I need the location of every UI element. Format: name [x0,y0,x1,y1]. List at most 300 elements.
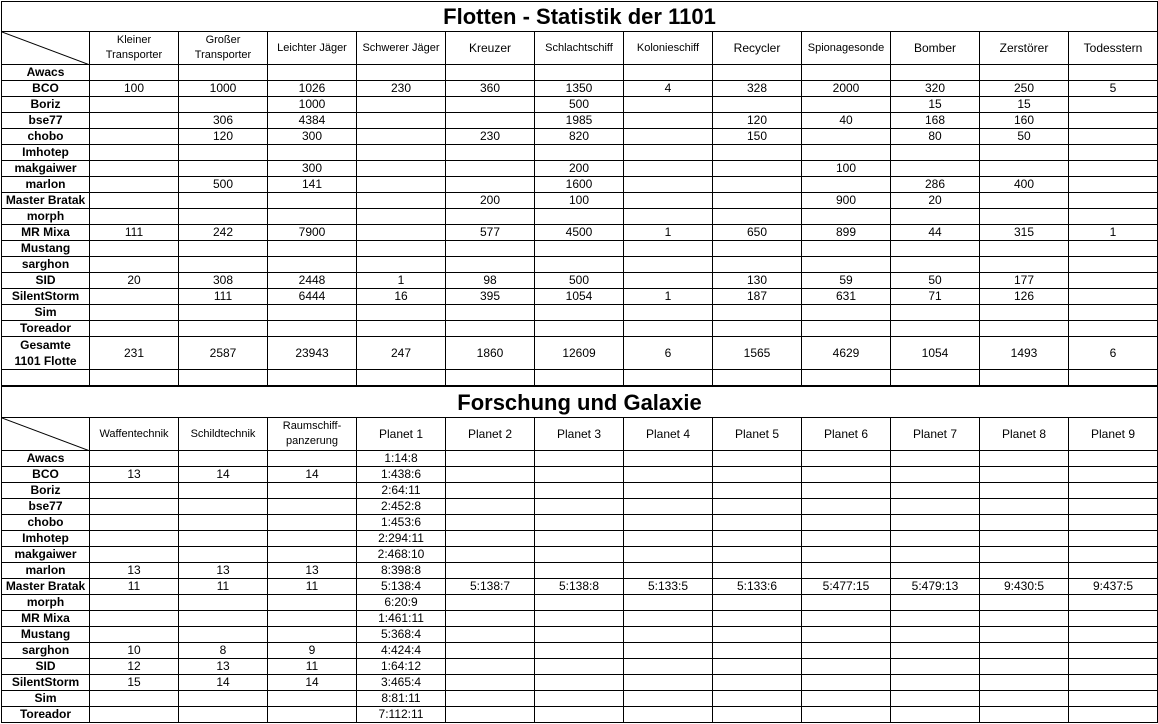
empty-cell [357,370,446,386]
value-cell [891,691,980,707]
value-cell [1069,659,1158,675]
value-cell [891,611,980,627]
value-cell [179,627,268,643]
value-cell [90,321,179,337]
totals-row [2,337,1158,370]
value-cell [891,145,980,161]
value-cell [891,305,980,321]
value-cell: 1350 [535,81,624,97]
value-cell [980,161,1069,177]
value-cell [357,161,446,177]
value-cell [624,273,713,289]
table-row [2,113,1158,129]
value-cell: 500 [535,97,624,113]
value-cell: 1:461:11 [357,611,446,627]
table-row [2,691,1158,707]
value-cell: 3:465:4 [357,675,446,691]
player-name-cell: SID [2,273,90,289]
player-name-cell: Master Bratak [2,193,90,209]
player-name-cell: marlon [2,563,90,579]
value-cell [802,499,891,515]
value-cell: 328 [713,81,802,97]
value-cell [802,515,891,531]
value-cell [891,499,980,515]
column-header: Kreuzer [446,32,535,65]
table-row [2,531,1158,547]
value-cell [535,241,624,257]
table-row [2,161,1158,177]
value-cell: 900 [802,193,891,209]
value-cell [90,257,179,273]
empty-cell [179,370,268,386]
value-cell [268,595,357,611]
value-cell [357,257,446,273]
value-cell [90,305,179,321]
fleet-statistics-table [1,1,1158,386]
value-cell: 15 [891,97,980,113]
value-cell [268,627,357,643]
value-cell [446,177,535,193]
value-cell [268,707,357,723]
column-header: Zerstörer [980,32,1069,65]
value-cell [713,675,802,691]
value-cell: 300 [268,129,357,145]
value-cell: 141 [268,177,357,193]
value-cell: 5:477:15 [802,579,891,595]
value-cell: 1 [624,289,713,305]
value-cell: 11 [268,579,357,595]
value-cell [179,305,268,321]
table-row [2,499,1158,515]
value-cell: 13 [179,563,268,579]
value-cell [1069,65,1158,81]
value-cell [179,707,268,723]
corner-diagonal-cell [2,32,90,65]
value-cell: 13 [90,467,179,483]
value-cell [1069,643,1158,659]
value-cell [891,547,980,563]
player-name-cell: Imhotep [2,145,90,161]
value-cell: 820 [535,129,624,145]
table-row [2,595,1158,611]
value-cell [1069,595,1158,611]
value-cell [980,563,1069,579]
column-header: Waffentechnik [90,418,179,451]
value-cell: 50 [891,273,980,289]
value-cell [446,611,535,627]
value-cell [713,257,802,273]
value-cell [1069,257,1158,273]
value-cell: 14 [268,675,357,691]
empty-cell [624,370,713,386]
player-name-cell: Toreador [2,321,90,337]
value-cell: 111 [179,289,268,305]
value-cell: 230 [446,129,535,145]
value-cell [713,691,802,707]
total-value-cell: 1860 [446,337,535,370]
diagonal-line-icon [2,32,90,65]
value-cell [980,643,1069,659]
value-cell: 1:64:12 [357,659,446,675]
value-cell: 2:294:11 [357,531,446,547]
value-cell: 7:112:11 [357,707,446,723]
value-cell [446,257,535,273]
value-cell [624,321,713,337]
value-cell [713,161,802,177]
player-name-cell: morph [2,595,90,611]
value-cell: 200 [446,193,535,209]
value-cell [980,531,1069,547]
value-cell [980,659,1069,675]
value-cell [357,177,446,193]
value-cell: 2000 [802,81,891,97]
value-cell [980,515,1069,531]
value-cell [713,627,802,643]
value-cell [713,531,802,547]
value-cell [179,321,268,337]
value-cell [624,161,713,177]
value-cell [802,675,891,691]
value-cell [90,97,179,113]
value-cell: 320 [891,81,980,97]
column-header: Planet 7 [891,418,980,451]
value-cell [535,611,624,627]
value-cell: 7900 [268,225,357,241]
value-cell: 250 [980,81,1069,97]
value-cell [624,595,713,611]
value-cell [891,451,980,467]
value-cell: 2448 [268,273,357,289]
value-cell [980,145,1069,161]
value-cell [802,563,891,579]
value-cell [980,691,1069,707]
value-cell [179,691,268,707]
spacer-row [2,370,1158,386]
value-cell [1069,627,1158,643]
value-cell [357,209,446,225]
value-cell [980,209,1069,225]
value-cell [90,595,179,611]
value-cell [446,451,535,467]
value-cell: 5:133:6 [713,579,802,595]
table-row [2,627,1158,643]
value-cell [268,531,357,547]
value-cell [535,691,624,707]
value-cell: 308 [179,273,268,289]
value-cell [1069,547,1158,563]
diagonal-line-icon [2,418,90,451]
value-cell [90,483,179,499]
player-name-cell: Boriz [2,483,90,499]
value-cell: 13 [268,563,357,579]
player-name-cell: marlon [2,177,90,193]
value-cell: 1600 [535,177,624,193]
value-cell [624,305,713,321]
table-row [2,81,1158,97]
value-cell [446,691,535,707]
value-cell [802,531,891,547]
value-cell: 1985 [535,113,624,129]
table-row [2,659,1158,675]
player-name-cell: bse77 [2,113,90,129]
table-row [2,675,1158,691]
table-row [2,289,1158,305]
column-header: Schildtechnik [179,418,268,451]
value-cell: 1000 [179,81,268,97]
value-cell [90,177,179,193]
player-name-cell: chobo [2,515,90,531]
value-cell [90,193,179,209]
value-cell [1069,241,1158,257]
value-cell [535,547,624,563]
value-cell [624,499,713,515]
value-cell [713,643,802,659]
value-cell [268,547,357,563]
value-cell [90,611,179,627]
value-cell: 9:430:5 [980,579,1069,595]
value-cell [446,515,535,531]
table-row [2,273,1158,289]
value-cell [1069,289,1158,305]
player-name-cell: makgaiwer [2,547,90,563]
value-cell: 5:368:4 [357,627,446,643]
total-value-cell: 6 [624,337,713,370]
value-cell [357,113,446,129]
value-cell: 40 [802,113,891,129]
value-cell [713,209,802,225]
value-cell [268,65,357,81]
empty-cell [980,370,1069,386]
value-cell: 1:438:6 [357,467,446,483]
value-cell [980,467,1069,483]
value-cell [535,257,624,273]
table-row [2,467,1158,483]
value-cell [1069,129,1158,145]
value-cell [1069,467,1158,483]
column-header: Recycler [713,32,802,65]
value-cell [802,659,891,675]
value-cell: 14 [179,675,268,691]
value-cell [179,451,268,467]
value-cell [446,531,535,547]
table-row [2,225,1158,241]
value-cell [713,563,802,579]
column-header: Planet 8 [980,418,1069,451]
value-cell [1069,707,1158,723]
value-cell: 6:20:9 [357,595,446,611]
column-header: Schwerer Jäger [357,32,446,65]
value-cell [535,595,624,611]
research-title: Forschung und Galaxie [2,387,1158,418]
value-cell: 5:133:5 [624,579,713,595]
player-name-cell: chobo [2,129,90,145]
column-header: Großer Transporter [179,32,268,65]
value-cell [624,563,713,579]
value-cell: 177 [980,273,1069,289]
value-cell: 15 [90,675,179,691]
value-cell [802,627,891,643]
player-name-cell: Imhotep [2,531,90,547]
value-cell [713,65,802,81]
empty-cell [802,370,891,386]
value-cell [802,241,891,257]
totals-label-line-1: Gesamte [20,338,71,352]
value-cell: 10 [90,643,179,659]
value-cell: 126 [980,289,1069,305]
value-cell: 230 [357,81,446,97]
value-cell [179,97,268,113]
value-cell [1069,145,1158,161]
table-row [2,611,1158,627]
totals-label-line-2: 1101 Flotte [14,354,77,368]
value-cell [624,113,713,129]
column-header: Bomber [891,32,980,65]
value-cell: 15 [980,97,1069,113]
player-name-cell: sarghon [2,257,90,273]
value-cell [179,515,268,531]
value-cell [268,499,357,515]
value-cell: 5:138:7 [446,579,535,595]
value-cell [1069,483,1158,499]
value-cell: 4500 [535,225,624,241]
table-row [2,65,1158,81]
column-header: Raumschiff-panzerung [268,418,357,451]
value-cell [624,611,713,627]
empty-cell [1069,370,1158,386]
table-row [2,177,1158,193]
value-cell: 44 [891,225,980,241]
empty-cell [2,370,90,386]
value-cell [268,515,357,531]
value-cell [446,305,535,321]
value-cell: 8:81:11 [357,691,446,707]
value-cell [268,193,357,209]
value-cell [90,451,179,467]
table-row [2,241,1158,257]
player-name-cell: MR Mixa [2,611,90,627]
value-cell [802,321,891,337]
value-cell [624,483,713,499]
value-cell [1069,691,1158,707]
value-cell [891,483,980,499]
value-cell: 1:453:6 [357,515,446,531]
value-cell [980,483,1069,499]
value-cell: 59 [802,273,891,289]
value-cell [90,547,179,563]
value-cell: 500 [179,177,268,193]
value-cell: 500 [535,273,624,289]
corner-diagonal-cell [2,418,90,451]
value-cell: 395 [446,289,535,305]
value-cell [179,145,268,161]
value-cell [1069,611,1158,627]
value-cell [891,643,980,659]
value-cell [891,563,980,579]
value-cell [802,483,891,499]
value-cell: 300 [268,161,357,177]
value-cell: 14 [268,467,357,483]
value-cell: 11 [268,659,357,675]
empty-cell [268,370,357,386]
table-row [2,129,1158,145]
value-cell [624,547,713,563]
value-cell [535,675,624,691]
value-cell [268,209,357,225]
value-cell [90,161,179,177]
value-cell [90,241,179,257]
value-cell [713,595,802,611]
value-cell [357,241,446,257]
value-cell [446,241,535,257]
value-cell [624,515,713,531]
value-cell [1069,321,1158,337]
value-cell [535,451,624,467]
value-cell [535,321,624,337]
value-cell: 160 [980,113,1069,129]
value-cell [446,707,535,723]
value-cell: 111 [90,225,179,241]
value-cell: 5:138:4 [357,579,446,595]
value-cell: 9 [268,643,357,659]
value-cell: 11 [90,579,179,595]
total-value-cell: 23943 [268,337,357,370]
value-cell [713,97,802,113]
table-row [2,193,1158,209]
totals-label-cell [2,337,90,370]
empty-cell [446,370,535,386]
value-cell [357,65,446,81]
empty-cell [90,370,179,386]
value-cell: 899 [802,225,891,241]
value-cell [268,241,357,257]
value-cell [357,305,446,321]
value-cell [802,129,891,145]
table-row [2,707,1158,723]
column-header: Todesstern [1069,32,1158,65]
value-cell [980,595,1069,611]
value-cell [357,225,446,241]
value-cell [802,611,891,627]
value-cell [802,547,891,563]
value-cell [980,65,1069,81]
value-cell [535,305,624,321]
value-cell [90,65,179,81]
value-cell [90,707,179,723]
value-cell: 13 [90,563,179,579]
player-name-cell: Boriz [2,97,90,113]
value-cell [268,483,357,499]
value-cell [713,659,802,675]
total-value-cell: 4629 [802,337,891,370]
value-cell [446,113,535,129]
value-cell [713,241,802,257]
value-cell [1069,113,1158,129]
player-name-cell: BCO [2,467,90,483]
column-header: Planet 3 [535,418,624,451]
table-row [2,257,1158,273]
value-cell [90,515,179,531]
column-header: Planet 6 [802,418,891,451]
table-row [2,305,1158,321]
player-name-cell: Sim [2,691,90,707]
value-cell [891,659,980,675]
value-cell [802,451,891,467]
player-name-cell: Awacs [2,65,90,81]
table-row [2,209,1158,225]
value-cell: 20 [90,273,179,289]
value-cell [1069,515,1158,531]
value-cell: 11 [179,579,268,595]
